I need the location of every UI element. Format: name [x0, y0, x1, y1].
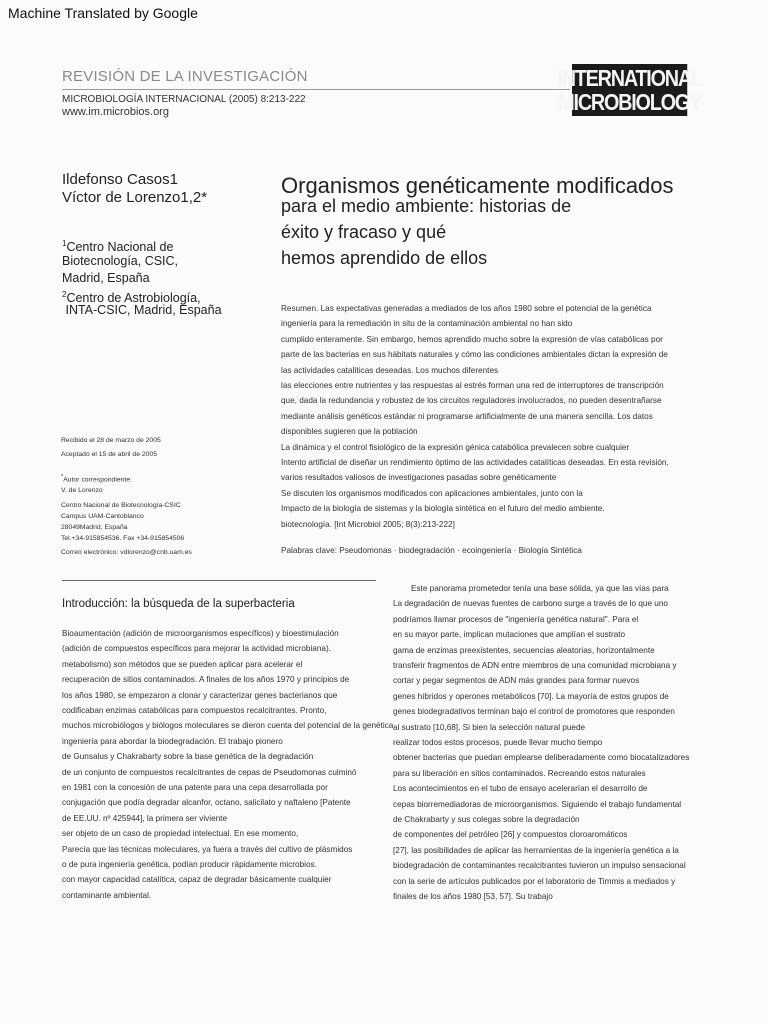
- keywords: Palabras clave: Pseudomonas · biodegradación · ecoingeniería · Biología Sintética: [281, 546, 582, 555]
- left-column-line: (adición de compuestos específicos para mejorar la actividad microbiana).: [62, 644, 331, 654]
- right-column-line: cepas biorremediadoras de microorganismos. Siguiendo el trabajo fundamental: [393, 799, 682, 809]
- right-column-line: [27], las posibilidades de aplicar las herramientas de la ingeniería genética a la: [393, 845, 679, 855]
- left-column-line: Bioaumentación (adición de microorganismos específicos) y bioestimulación: [62, 629, 339, 638]
- corresponding-mark: *: [61, 474, 64, 480]
- right-column-line: de componentes del petróleo [26] y compuestos cloroaromáticos: [393, 830, 628, 840]
- right-column-line: en su mayor parte, implican mutaciones que amplían el sustrato: [393, 630, 626, 640]
- paper-title: Organismos genéticamente modificados: [281, 173, 674, 198]
- right-column-line: La degradación de nuevas fuentes de carbono surge a través de lo que uno: [393, 599, 668, 609]
- affiliation-2-line-1: $^2$Centro de Astrobiología,: [62, 290, 201, 305]
- right-column-line: finales de los años 1980 [53, 57]. Su trabajo: [393, 892, 553, 901]
- right-column-line: de Chakrabarty y sus colegas sobre la degradación: [393, 815, 580, 824]
- right-column-line: realizar todos estos procesos, puede llevar mucho tiempo: [393, 738, 603, 747]
- left-column-line: recuperación de sitios contaminados. A finales de los años 1970 y principios de: [62, 675, 350, 685]
- received-date: Recibido el 28 de marzo de 2005: [61, 437, 161, 444]
- abstract-line: Resumen. Las expectativas generadas a mediados de los años 1980 sobre el potencial de la genética: [281, 304, 652, 313]
- left-column-line: de un conjunto de compuestos recalcitrantes de cepas de Pseudomonas culminó: [62, 767, 357, 777]
- section-title: REVISIÓN DE LA INVESTIGACIÓN: [62, 68, 308, 85]
- right-column-line: cortar y pegar segmentos de ADN más grandes para formar nuevos: [393, 676, 640, 686]
- right-column-line: obtener bacterias que puedan emplearse deliberadamente como biocatalizadores: [393, 753, 690, 763]
- left-column-line: codificaban enzimas catabólicas para compuestos recalcitrantes. Pronto,: [62, 706, 327, 715]
- affiliation-1-mark: 1: [62, 239, 67, 248]
- affiliation-2-mark: 2: [62, 290, 67, 299]
- right-column-line: biodegradación de contaminantes recalcitrantes tuvieron un impulso sensacional: [393, 861, 686, 871]
- right-column-line: Este panorama prometedor tenía una base sólida, ya que las vías para: [411, 584, 669, 593]
- left-column-line: Parecía que las técnicas moleculares, ya fuera a través del cultivo de plásmidos: [62, 844, 353, 854]
- section-rule: [62, 580, 376, 581]
- right-column-line: transferir fragmentos de ADN entre miembros de una comunidad microbiana y: [393, 661, 677, 670]
- paper-subtitle-line-2: éxito y fracaso y qué: [281, 222, 447, 242]
- right-column-line: podríamos llamar procesos de "ingeniería genética natural". Para el: [393, 614, 639, 624]
- email-address: Correo electrónico: vdlorenzo@cnb.uam.es: [61, 549, 192, 556]
- address-line-3: 28049Madrid, España: [61, 524, 128, 531]
- right-column-line: genes híbridos y operones metabólicos [70]. La mayoría de estos grupos de: [393, 691, 669, 701]
- author-2: Víctor de Lorenzo1,2*: [62, 189, 208, 206]
- corresponding-author-name: V. de Lorenzo: [61, 487, 103, 494]
- abstract-line: las elecciones entre nutrientes y las respuestas al estrés forman una red de interruptores de transcripción: [281, 381, 664, 390]
- journal-reference: MICROBIOLOGÍA INTERNACIONAL (2005) 8:213-222: [62, 94, 306, 105]
- right-column-line: para su liberación en sitios contaminados. Recreando estos naturales: [393, 768, 646, 778]
- right-column-line: Los acontecimientos en el tubo de ensayo acelerarían el desarrollo de: [393, 784, 648, 794]
- affiliation-1-line-2: Biotecnología, CSIC,: [62, 254, 179, 268]
- right-column-line: gama de enzimas preexistentes, secuencias aleatorias, horizontalmente: [393, 645, 655, 655]
- left-column-line: ingeniería para abordar la biodegradación. El trabajo pionero: [62, 736, 283, 746]
- right-column-line: al sustrato [10,68]. Si bien la selección natural puede: [393, 722, 586, 732]
- introduction-heading: Introducción: la búsqueda de la superbacteria: [62, 598, 295, 610]
- paper-subtitle-line-3: hemos aprendido de ellos: [281, 248, 488, 268]
- affiliation-1-line-3: Madrid, España: [62, 271, 150, 285]
- abstract-line: La dinámica y el control fisiológico de la expresión génica catabólica prevalecen sobre cualquier: [281, 442, 630, 452]
- left-column-line: muchos microbiólogos y biólogos moleculares se dieron cuenta del potencial de la genética: [62, 721, 394, 731]
- accepted-date: Aceptado el 15 de abril de 2005: [61, 451, 157, 458]
- abstract-line: biotecnología. [Int Microbiol 2005; 8(3):213-222]: [281, 519, 455, 529]
- logo-line-1: INTERNATIONAL: [557, 65, 702, 91]
- right-column-line: genes biodegradativos terminan bajo el control de promotores que responden: [393, 707, 675, 717]
- machine-translated-banner: Machine Translated by Google: [8, 5, 198, 21]
- logo-line-2: MICROBIOLOGY: [558, 89, 701, 115]
- affiliation-2-line-2: INTA-CSIC, Madrid, España: [62, 303, 222, 317]
- left-column-line: los años 1980, se empezaron a clonar y caracterizar genes bacterianos que: [62, 690, 338, 700]
- abstract-line: varios resultados valiosos de investigaciones pasadas sobre genéticamente: [281, 473, 557, 483]
- abstract-line: disponibles sugieren que la población: [281, 427, 418, 437]
- left-column-line: metabolismo) son métodos que se pueden aplicar para acelerar el: [62, 659, 303, 669]
- corresponding-author-label: *Autor correspondiente:: [61, 474, 132, 484]
- address-line-4: Tel.+34-915854536. Fax +34-915854506: [61, 535, 185, 542]
- abstract-line: Impacto de la biología de sistemas y la biología sintética en el futuro del medio ambiente.: [281, 504, 605, 514]
- left-column-line: con mayor capacidad catalítica, capaz de degradar básicamente cualquier: [62, 875, 332, 885]
- right-column-line: con la serie de artículos publicados por el laboratorio de Timmis a mediados y: [393, 876, 676, 886]
- abstract-line: que, dada la redundancia y robustez de los circuitos reguladores involucrados, no pueden desentrañarse: [281, 396, 662, 406]
- left-column-line: contaminante ambiental.: [62, 890, 152, 900]
- left-column-line: de Gunsalus y Chakrabarty sobre la base genética de la degradación: [62, 752, 314, 762]
- abstract-line: mediante análisis genéticos estándar ni programarse artificialmente de una manera sencilla. Los datos: [281, 411, 653, 421]
- left-column-line: de EE.UU. nº 425944], la primera ser viviente: [62, 813, 228, 823]
- header-rule: [62, 89, 570, 90]
- left-column-line: ser objeto de un caso de propiedad intelectual. En ese momento,: [62, 829, 299, 839]
- abstract-line: Intento artificial de diseñar un rendimiento óptimo de las actividades catalíticas deseadas. En esta revisión,: [281, 458, 669, 467]
- left-column-line: en 1981 con la concesión de una patente para una cepa desarrollada por: [62, 783, 328, 792]
- journal-website: www.im.microbios.org: [62, 106, 169, 118]
- author-1: Ildefonso Casos1: [62, 171, 178, 188]
- address-line-1: Centro Nacional de Biotecnología-CSIC: [61, 502, 181, 509]
- abstract-line: las actividades catalíticas deseadas. Los muchos diferentes: [281, 365, 499, 375]
- left-column-line: conjugación que podía degradar alcanfor, octano, salicilato y naftaleno [Patente: [62, 798, 351, 808]
- left-column-line: o de pura ingeniería genética, podían producir rápidamente microbios.: [62, 860, 317, 869]
- journal-logo: [557, 64, 702, 116]
- abstract-line: cumplido enteramente. Sin embargo, hemos aprendido mucho sobre la expresión de vías catabólicas por: [281, 334, 663, 344]
- abstract-line: Se discuten los organismos modificados con aplicaciones ambientales, junto con la: [281, 488, 583, 498]
- abstract-line: parte de las bacterias en sus hábitats naturales y cómo las condiciones ambientales dictan la expresión de: [281, 350, 668, 360]
- affiliation-1-line-1: $^1$Centro Nacional de: [62, 239, 174, 254]
- abstract-line: ingeniería para la remediación in situ de la contaminación ambiental no han sido: [281, 319, 573, 329]
- paper-subtitle-line-1: para el medio ambiente: historias de: [281, 196, 572, 216]
- address-line-2: Campus UAM-Cantoblanco: [61, 513, 144, 520]
